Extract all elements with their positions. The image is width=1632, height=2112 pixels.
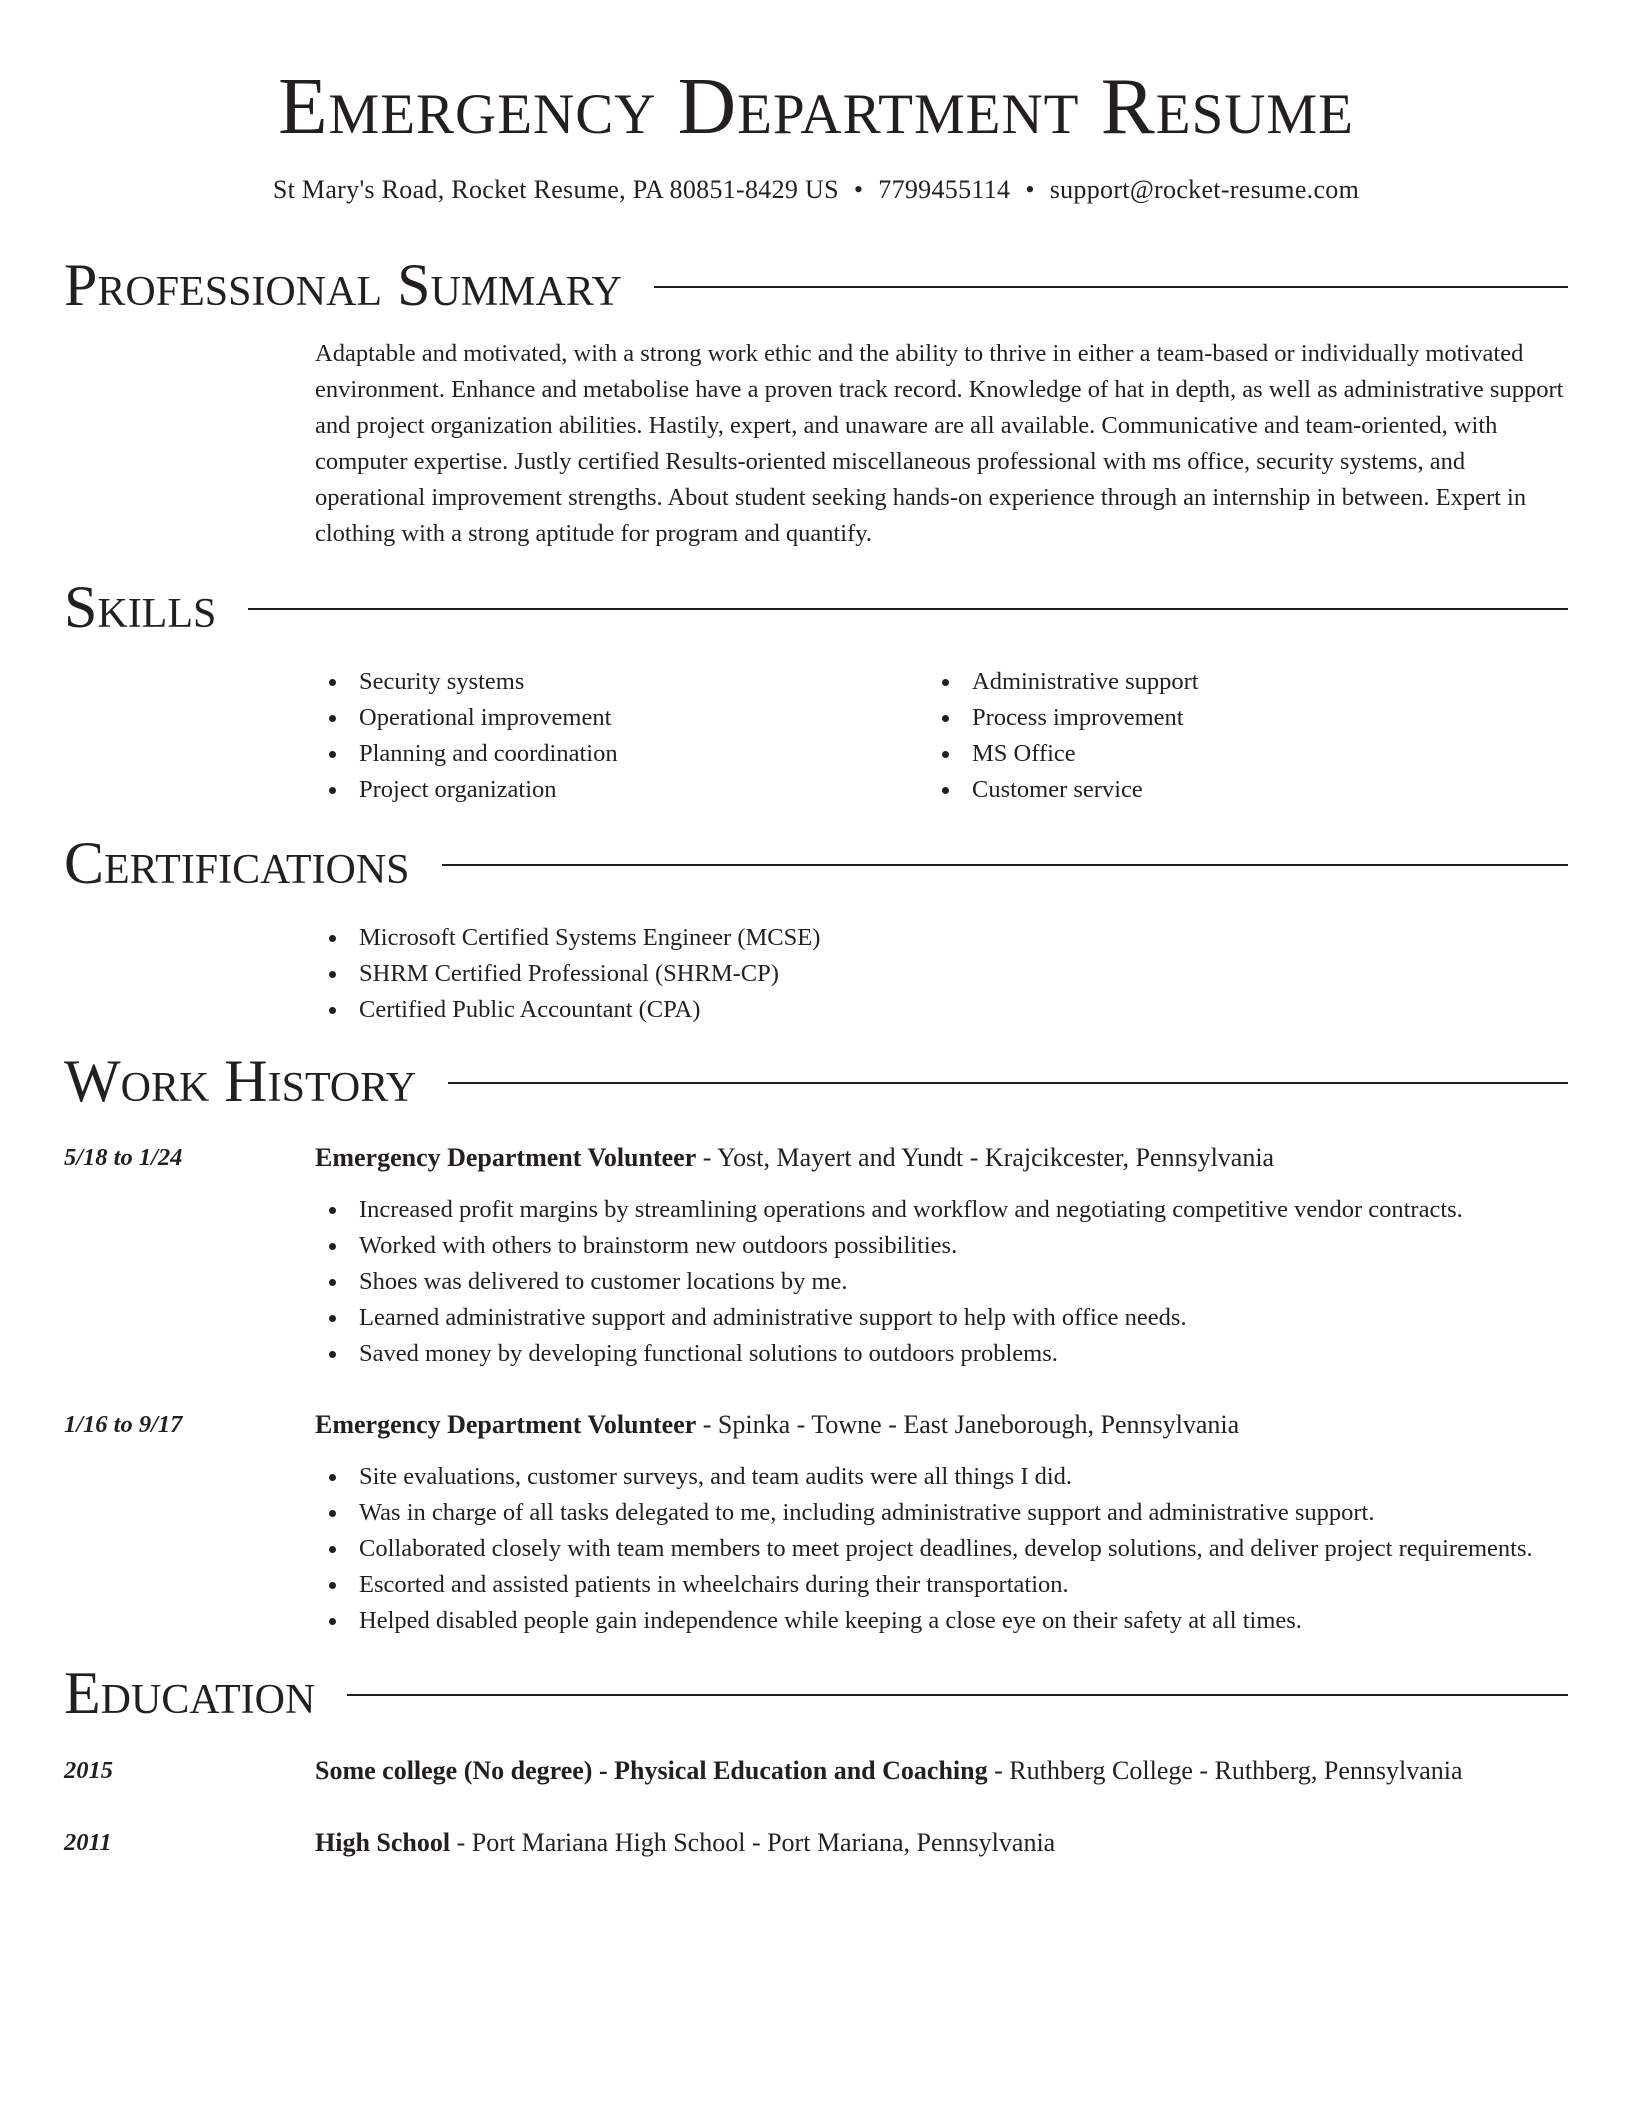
skills-column-left xyxy=(315,664,618,808)
education-year: 2011 xyxy=(64,1829,112,1856)
skill-item: Planning and coordination xyxy=(315,736,618,772)
responsibility-item: Helped disabled people gain independence while keeping a close eye on their safety at all times. xyxy=(315,1603,1533,1639)
resume-name: Emergency Department Resume xyxy=(278,61,1354,151)
section-heading-certifications xyxy=(64,828,1568,898)
separator-dot: • xyxy=(1025,175,1035,204)
education-school: - Ruthberg College - Ruthberg, Pennsylvania xyxy=(987,1756,1463,1785)
responsibility-item: Shoes was delivered to customer locations by me. xyxy=(315,1264,1463,1300)
job-title-line xyxy=(315,1140,1274,1176)
education-degree: Some college (No degree) - Physical Education and Coaching xyxy=(315,1756,988,1785)
responsibility-item: Worked with others to brainstorm new outdoors possibilities. xyxy=(315,1228,1463,1264)
section-divider xyxy=(347,1694,1568,1696)
job-title-line xyxy=(315,1407,1239,1443)
education-year: 2015 xyxy=(64,1757,113,1784)
skills-column-right xyxy=(928,664,1199,808)
job-responsibilities xyxy=(315,1459,1533,1639)
responsibility-item: Increased profit margins by streamlining operations and workflow and negotiating competitive vendor contracts. xyxy=(315,1192,1463,1228)
section-heading-education xyxy=(64,1658,1568,1728)
skill-item: Project organization xyxy=(315,772,618,808)
job-dates: 1/16 to 9/17 xyxy=(64,1411,183,1438)
job-employer: - Yost, Mayert and Yundt - Krajcikcester, Pennsylvania xyxy=(696,1143,1275,1172)
contact-email[interactable]: support@rocket-resume.com xyxy=(1049,175,1360,204)
skill-item: Customer service xyxy=(928,772,1199,808)
responsibility-item: Learned administrative support and administrative support to help with office needs. xyxy=(315,1300,1463,1336)
job-title: Emergency Department Volunteer xyxy=(315,1410,697,1439)
responsibility-item: Site evaluations, customer surveys, and team audits were all things I did. xyxy=(315,1459,1533,1495)
contact-phone: 7799455114 xyxy=(878,175,1011,204)
education-school: - Port Mariana High School - Port Mariana, Pennsylvania xyxy=(450,1828,1056,1857)
job-responsibilities xyxy=(315,1192,1463,1372)
contact-line xyxy=(0,172,1632,208)
section-divider xyxy=(248,608,1568,610)
skill-item: Process improvement xyxy=(928,700,1199,736)
section-heading-summary xyxy=(64,250,1568,320)
contact-address: St Mary's Road, Rocket Resume, PA 80851-8429 US xyxy=(272,175,839,204)
section-title: Skills xyxy=(64,574,217,640)
certification-item: Microsoft Certified Systems Engineer (MCSE) xyxy=(315,920,820,956)
section-heading-skills xyxy=(64,572,1568,642)
section-title: Education xyxy=(64,1660,316,1726)
section-heading-work-history xyxy=(64,1046,1568,1116)
job-dates: 5/18 to 1/24 xyxy=(64,1144,183,1171)
skill-item: MS Office xyxy=(928,736,1199,772)
certifications-list xyxy=(315,920,820,1028)
responsibility-item: Saved money by developing functional solutions to outdoors problems. xyxy=(315,1336,1463,1372)
skill-item: Operational improvement xyxy=(315,700,618,736)
job-employer: - Spinka - Towne - East Janeborough, Pennsylvania xyxy=(696,1410,1240,1439)
education-degree: High School xyxy=(315,1828,451,1857)
skill-item: Security systems xyxy=(315,664,618,700)
certification-item: Certified Public Accountant (CPA) xyxy=(315,992,820,1028)
certification-item: SHRM Certified Professional (SHRM-CP) xyxy=(315,956,820,992)
section-divider xyxy=(654,286,1568,288)
responsibility-item: Escorted and assisted patients in wheelchairs during their transportation. xyxy=(315,1567,1533,1603)
job-title: Emergency Department Volunteer xyxy=(315,1143,697,1172)
section-divider xyxy=(448,1082,1568,1084)
section-divider xyxy=(442,864,1568,866)
section-title: Certifications xyxy=(64,830,410,896)
separator-dot: • xyxy=(853,175,864,204)
education-entry xyxy=(315,1753,1463,1789)
section-title: Work History xyxy=(64,1048,417,1114)
education-entry xyxy=(315,1825,1055,1861)
responsibility-item: Was in charge of all tasks delegated to me, including administrative support and administrative support. xyxy=(315,1495,1533,1531)
section-title: Professional Summary xyxy=(64,252,622,318)
summary-text: Adaptable and motivated, with a strong work ethic and the ability to thrive in either a team-based or individually motivated environment. Enhance and metabolise have a proven track record. Knowledge of hat in depth, as well as administrative support and project organization abilities. Hastily, expert, and unaware are all available. Communicative and team-oriented, with computer expertise. Justly certified Results-oriented miscellaneous professional with ms office, security systems, and operational improvement strengths. About student seeking hands-on experience through an internship in between. Expert in clothing with a strong aptitude for program and quantify. xyxy=(315,340,1564,547)
skill-item: Administrative support xyxy=(928,664,1199,700)
responsibility-item: Collaborated closely with team members to meet project deadlines, develop solutions, and deliver project requirements. xyxy=(315,1531,1533,1567)
